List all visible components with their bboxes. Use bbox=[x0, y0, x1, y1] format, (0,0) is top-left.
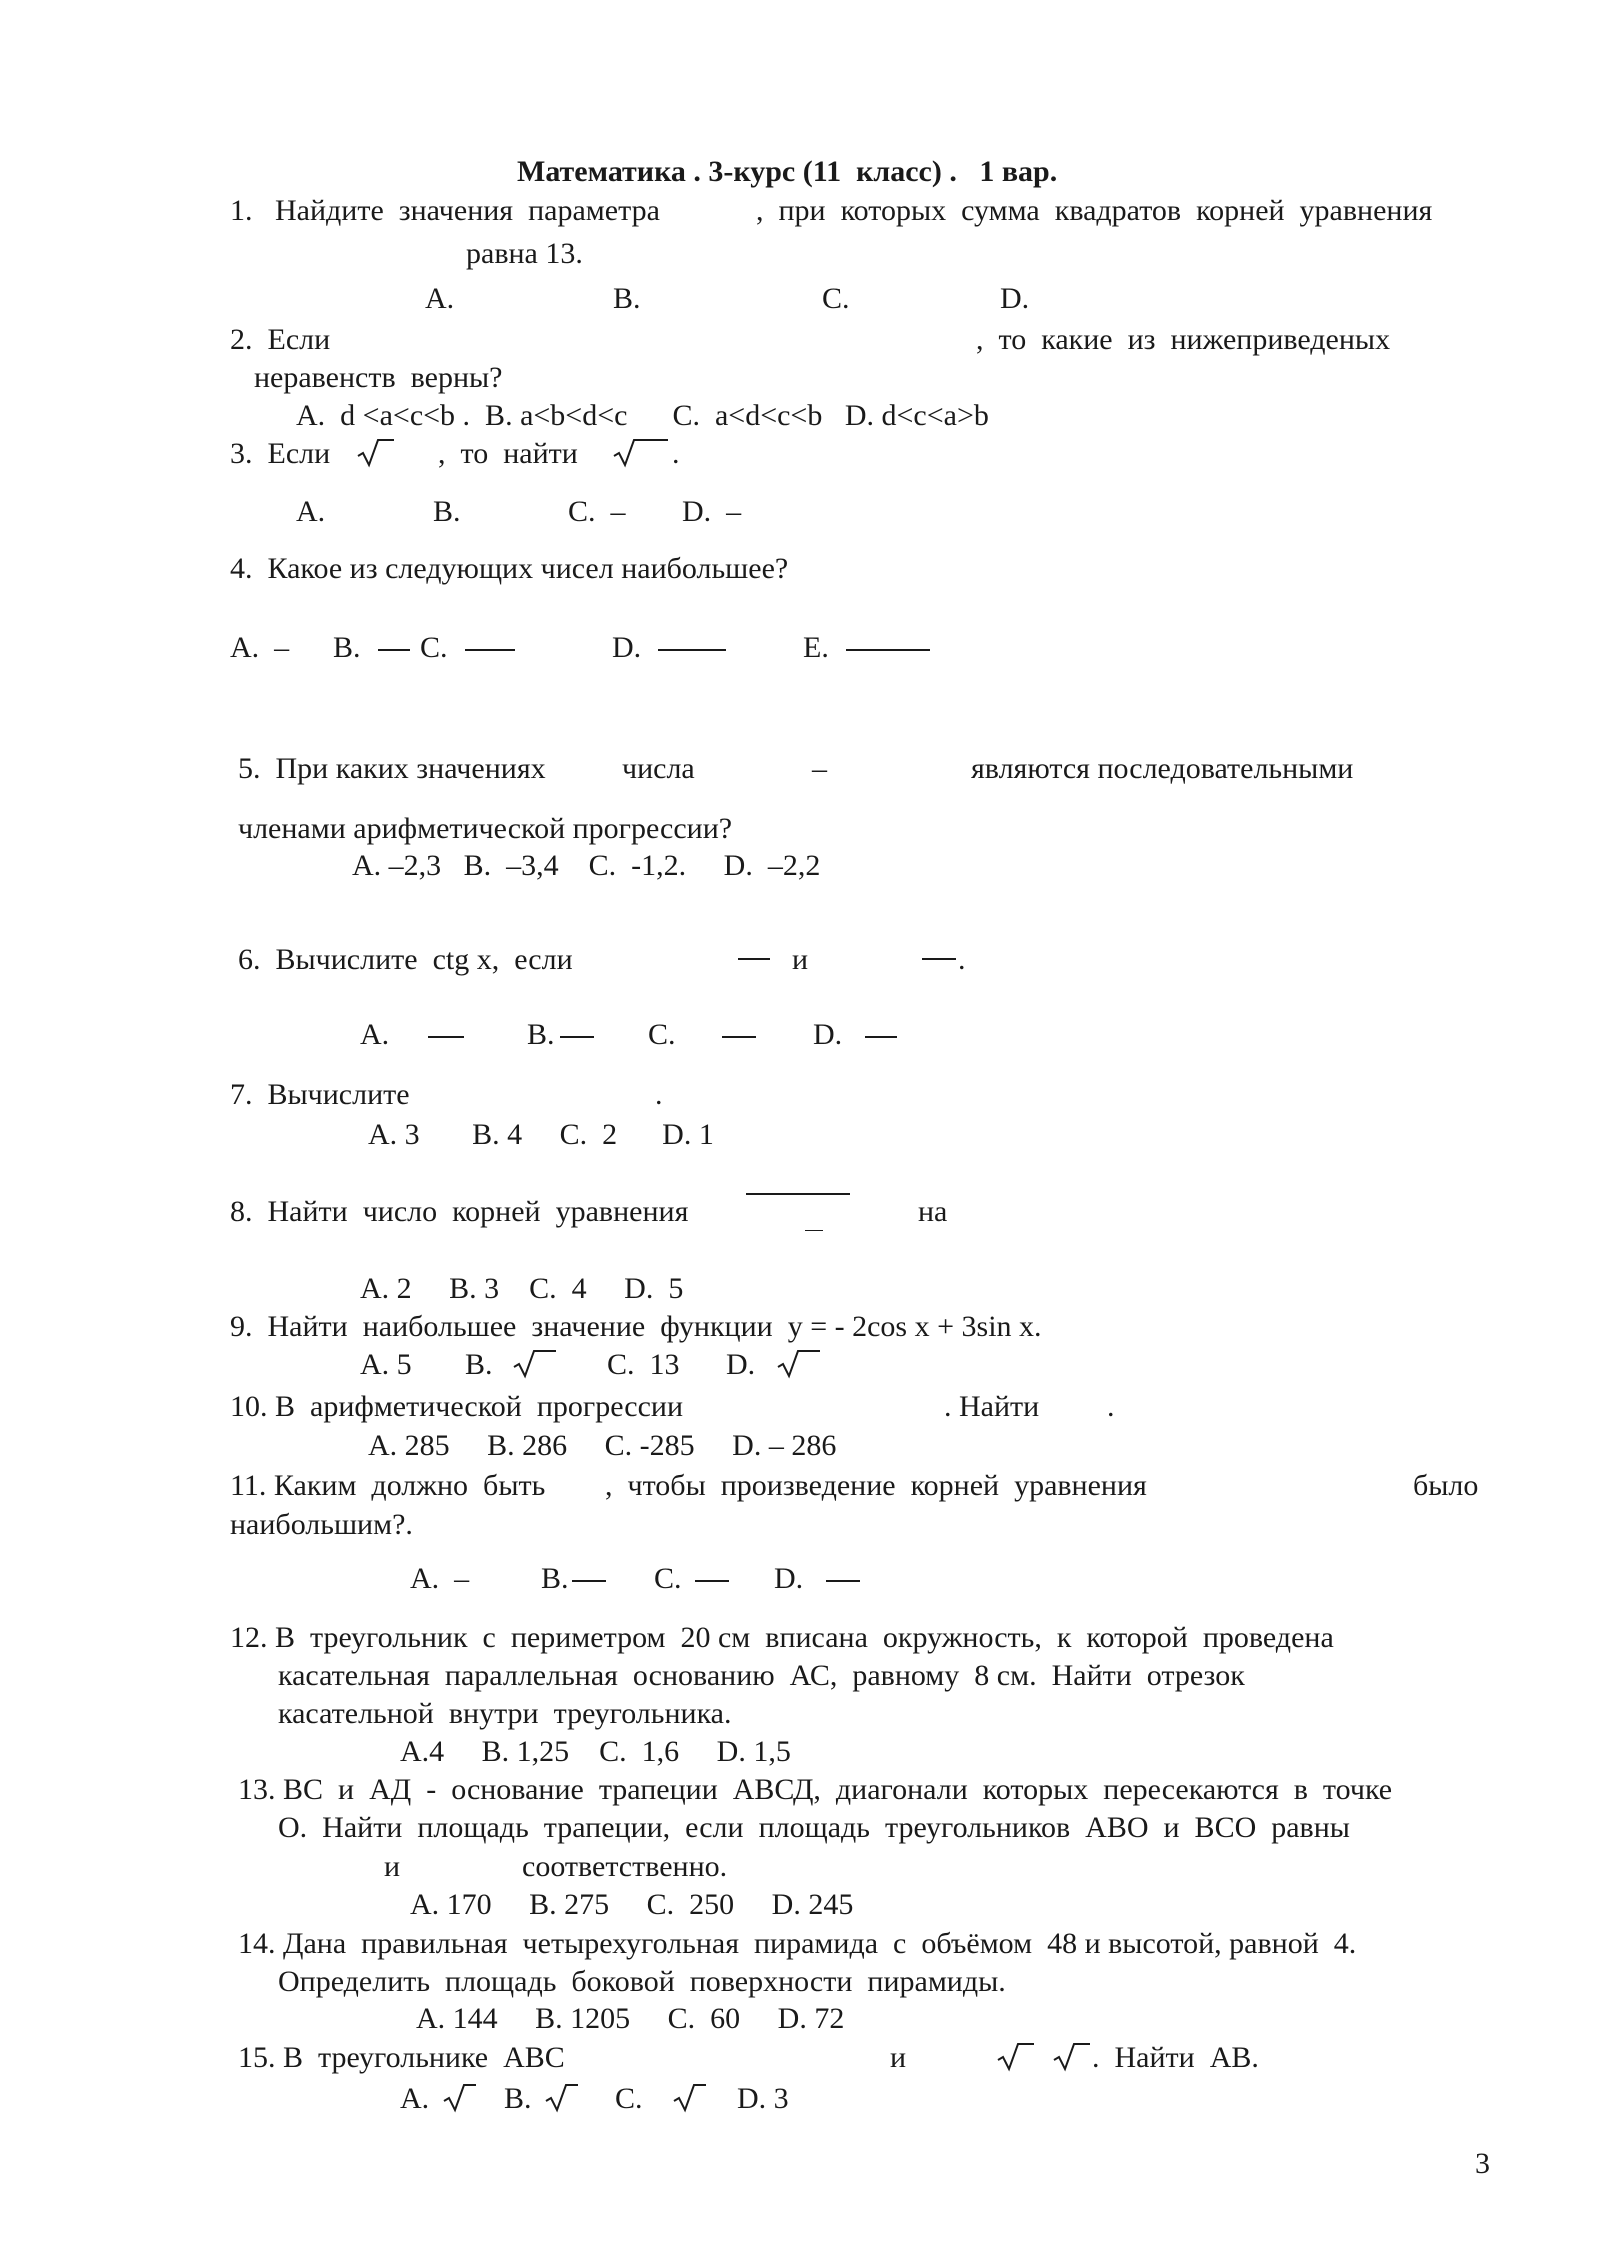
q11-line1b: , чтобы произведение корней уравнения bbox=[605, 1469, 1147, 1502]
q1-option-a: A. bbox=[425, 282, 455, 315]
q7-line1a: 7. Вычислите bbox=[230, 1078, 410, 1111]
q11-line1a: 11. Каким должно быть bbox=[230, 1469, 546, 1502]
q5-line1a: 5. При каких значениях bbox=[238, 752, 546, 785]
q11-option-a: A. – bbox=[410, 1562, 470, 1595]
q12-line1: 12. В треугольник с периметром 20 см вписана окружность, к которой проведена bbox=[230, 1621, 1334, 1654]
q1-option-c: C. bbox=[822, 282, 850, 315]
q9-option-b: B. bbox=[465, 1348, 493, 1381]
q15-line1c: . Найти АВ. bbox=[1092, 2041, 1259, 2074]
sqrt-symbol bbox=[996, 2042, 1036, 2072]
q10-line1a: 10. В арифметической прогрессии bbox=[230, 1390, 684, 1423]
sqrt-symbol bbox=[612, 438, 670, 468]
fraction-bar bbox=[465, 649, 515, 651]
q4-question: 4. Какое из следующих чисел наибольшее? bbox=[230, 552, 789, 585]
q14-line1: 14. Дана правильная четырехугольная пирамида с объёмом 48 и высотой, равной 4. bbox=[238, 1927, 1357, 1960]
q15-option-d: D. 3 bbox=[737, 2082, 789, 2115]
q15-option-c: C. bbox=[615, 2082, 643, 2115]
q5-line2: членами арифметической прогрессии? bbox=[238, 812, 733, 845]
sqrt-symbol bbox=[1052, 2042, 1092, 2072]
fraction-bar bbox=[572, 1580, 606, 1582]
fraction-bar bbox=[865, 1036, 897, 1038]
q13-line3b: соответственно. bbox=[522, 1850, 728, 1883]
q11-option-c: C. bbox=[654, 1562, 682, 1595]
fraction-bar bbox=[722, 1036, 756, 1038]
q3-option-d: D. – bbox=[682, 495, 742, 528]
q1-option-b: B. bbox=[613, 282, 641, 315]
q4-option-c: C. bbox=[420, 631, 448, 664]
sqrt-symbol bbox=[672, 2083, 708, 2113]
sqrt-symbol bbox=[544, 2083, 580, 2113]
q8-line1a: 8. Найти число корней уравнения bbox=[230, 1195, 689, 1228]
fraction-bar bbox=[805, 1230, 823, 1231]
fraction-bar bbox=[560, 1036, 594, 1038]
q9-line1: 9. Найти наибольшее значение функции у = - 2cos x + 3sin x. bbox=[230, 1310, 1042, 1343]
q13-line2: О. Найти площадь трапеции, если площадь треугольников АВО и ВСО равны bbox=[278, 1811, 1350, 1844]
q7-options: A. 3 B. 4 C. 2 D. 1 bbox=[368, 1118, 714, 1151]
sqrt-symbol bbox=[512, 1349, 558, 1379]
q2-line1b: , то какие из нижеприведеных bbox=[976, 323, 1391, 356]
q3-option-a: A. bbox=[296, 495, 326, 528]
q1-line1b: , при которых сумма квадратов корней уравнения bbox=[756, 194, 1433, 227]
q6-line1c: . bbox=[958, 943, 966, 976]
q7-line1b: . bbox=[655, 1078, 663, 1111]
q2-line1a: 2. Если bbox=[230, 323, 331, 356]
q11-option-d: D. bbox=[774, 1562, 804, 1595]
q8-line1b: на bbox=[918, 1195, 948, 1228]
q4-option-b: B. bbox=[333, 631, 361, 664]
q3-line1b: , то найти bbox=[438, 437, 578, 470]
q6-option-c: C. bbox=[648, 1018, 676, 1051]
q14-line2: Определить площадь боковой поверхности пирамиды. bbox=[278, 1965, 1006, 1998]
q15-option-b: B. bbox=[504, 2082, 532, 2115]
fraction-bar bbox=[826, 1580, 860, 1582]
q14-options: A. 144 B. 1205 C. 60 D. 72 bbox=[416, 2002, 845, 2035]
fraction-bar bbox=[922, 958, 956, 960]
fraction-bar bbox=[658, 649, 726, 651]
fraction-bar bbox=[378, 649, 410, 651]
q1-line2: равна 13. bbox=[466, 237, 583, 270]
q3-option-c: C. – bbox=[568, 495, 626, 528]
q11-option-b: B. bbox=[541, 1562, 569, 1595]
q9-option-d: D. bbox=[726, 1348, 756, 1381]
q3-line1a: 3. Если bbox=[230, 437, 331, 470]
sqrt-symbol bbox=[776, 1349, 822, 1379]
fraction-bar bbox=[846, 649, 930, 651]
q13-line1: 13. ВС и АД - основание трапеции АВСД, диагонали которых пересекаются в точке bbox=[238, 1773, 1393, 1806]
q4-option-a: A. – bbox=[230, 631, 290, 664]
q5-options: A. –2,3 B. –3,4 C. -1,2. D. –2,2 bbox=[352, 849, 821, 882]
q15-line1a: 15. В треугольнике АВС bbox=[238, 2041, 565, 2074]
page-title: Математика . 3-курс (11 класс) . 1 вар. bbox=[517, 155, 1058, 188]
q6-option-a: A. bbox=[360, 1018, 390, 1051]
q6-option-b: B. bbox=[527, 1018, 555, 1051]
q6-option-d: D. bbox=[813, 1018, 843, 1051]
fraction-bar bbox=[428, 1036, 464, 1038]
q12-line2: касательная параллельная основанию АС, равному 8 см. Найти отрезок bbox=[278, 1659, 1245, 1692]
fraction-bar bbox=[738, 958, 770, 960]
q2-options: A. d <a<c<b . B. a<b<d<c C. a<d<c<b D. d<c<a>b bbox=[296, 399, 989, 432]
q2-line2: неравенств верны? bbox=[254, 361, 503, 394]
q6-line1b: и bbox=[792, 943, 809, 976]
q12-options: A.4 B. 1,25 C. 1,6 D. 1,5 bbox=[400, 1735, 791, 1768]
sqrt-symbol bbox=[442, 2083, 478, 2113]
q5-line1d: являются последовательными bbox=[971, 752, 1354, 785]
q8-options: A. 2 B. 3 C. 4 D. 5 bbox=[360, 1272, 684, 1305]
q10-line1c: . bbox=[1107, 1390, 1115, 1423]
q1-option-d: D. bbox=[1000, 282, 1030, 315]
q9-option-c: C. 13 bbox=[607, 1348, 680, 1381]
q13-line3a: и bbox=[384, 1850, 401, 1883]
q1-line1a: 1. Найдите значения параметра bbox=[230, 194, 660, 227]
q13-options: A. 170 B. 275 C. 250 D. 245 bbox=[410, 1888, 854, 1921]
q3-option-b: B. bbox=[433, 495, 461, 528]
q10-line1b: . Найти bbox=[944, 1390, 1040, 1423]
sqrt-symbol bbox=[356, 438, 396, 468]
q15-line1b: и bbox=[890, 2041, 907, 2074]
q9-option-a: A. 5 bbox=[360, 1348, 412, 1381]
q4-option-d: D. bbox=[612, 631, 642, 664]
q12-line3: касательной внутри треугольника. bbox=[278, 1697, 732, 1730]
fraction-bar bbox=[695, 1580, 729, 1582]
q11-line2: наибольшим?. bbox=[230, 1508, 413, 1541]
q4-option-e: E. bbox=[803, 631, 829, 664]
q6-line1a: 6. Вычислите ctg x, если bbox=[238, 943, 573, 976]
q5-line1b: числа bbox=[622, 752, 695, 785]
q10-options: A. 285 B. 286 C. -285 D. – 286 bbox=[368, 1429, 837, 1462]
q15-option-a: A. bbox=[400, 2082, 430, 2115]
page-number: 3 bbox=[1475, 2147, 1490, 2180]
overline-bar bbox=[746, 1193, 850, 1195]
q5-line1c: – bbox=[812, 752, 827, 785]
q11-line1c: было bbox=[1413, 1469, 1479, 1502]
q3-line1c: . bbox=[672, 437, 680, 470]
